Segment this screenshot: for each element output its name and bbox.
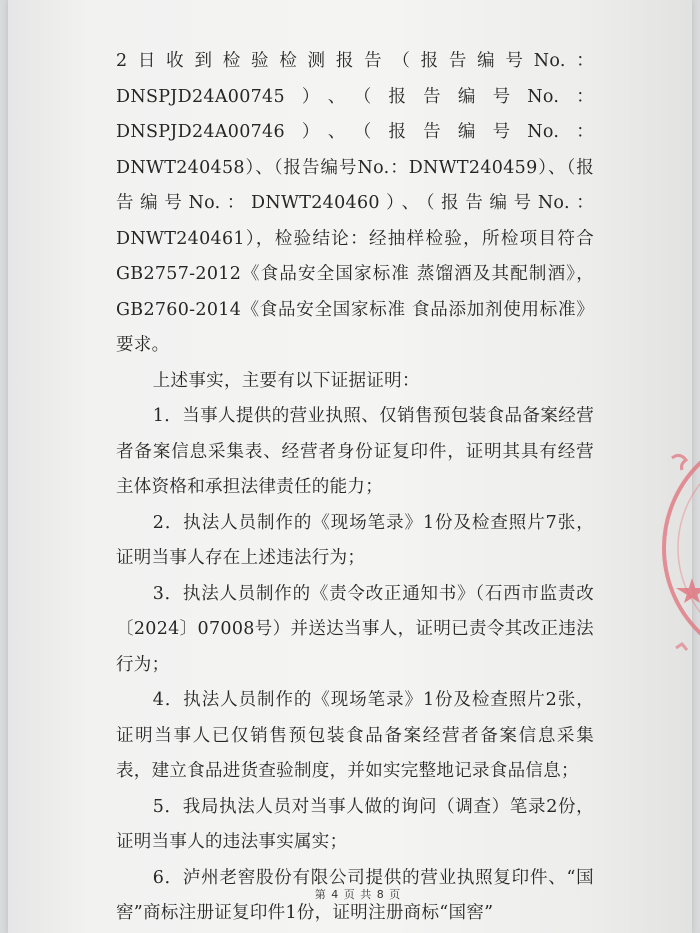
paragraph-evidence-intro: 上述事实，主要有以下证据证明： — [152, 370, 420, 391]
evidence-item-4: 4．执法人员制作的《现场笔录》1份及检查照片2张，证明当事人已仅销售预包装食品备案经营者备案信息采集表，建立食品进货查验制度，并如实完整地记录食品信息； — [116, 690, 594, 781]
evidence-item-2: 2．执法人员制作的《现场笔录》1份及检查照片7张，证明当事人存在上述违法行为； — [116, 512, 594, 568]
document-page — [8, 0, 692, 933]
page-number-footer: 第 4 页 共 8 页 — [314, 888, 402, 901]
evidence-item-3: 3．执法人员制作的《责令改正通知书》（石西市监责改〔2024〕07008号）并送达当事人，证明已责令其改正违法行为； — [116, 583, 594, 675]
evidence-item-1: 1．当事人提供的营业执照、仅销售预包装食品备案经营者备案信息采集表、经营者身份证复印件，证明其具有经营主体资格和承担法律责任的能力； — [116, 406, 594, 497]
evidence-item-5: 5．我局执法人员对当事人做的询问（调查）笔录2份，证明当事人的违法事实属实； — [116, 796, 594, 852]
paragraph-test-report: 2日收到检验检测报告（报告编号No.：DNSPJD24A00745）、（报告编号No.：DNSPJD24A00746）、（报告编号No.：DNWT240458）、（报告编号No.：DNWT240459）、（报告编号No.：DNWT240460）、（报告编号No.：DNWT240461），检验结论：经抽样检验，所检项目符合GB2757-2012《食品安全国家标准 蒸馏酒及其配制酒》，GB2760-2014《食品安全国家标准 食品添加剂使用标准》要求。 — [116, 51, 594, 355]
document-body — [116, 44, 594, 932]
evidence-item-6: 6．泸州老窖股份有限公司提供的营业执照复印件、“国窖”商标注册证复印件1份，证明注册商标“国窖” — [116, 867, 594, 923]
